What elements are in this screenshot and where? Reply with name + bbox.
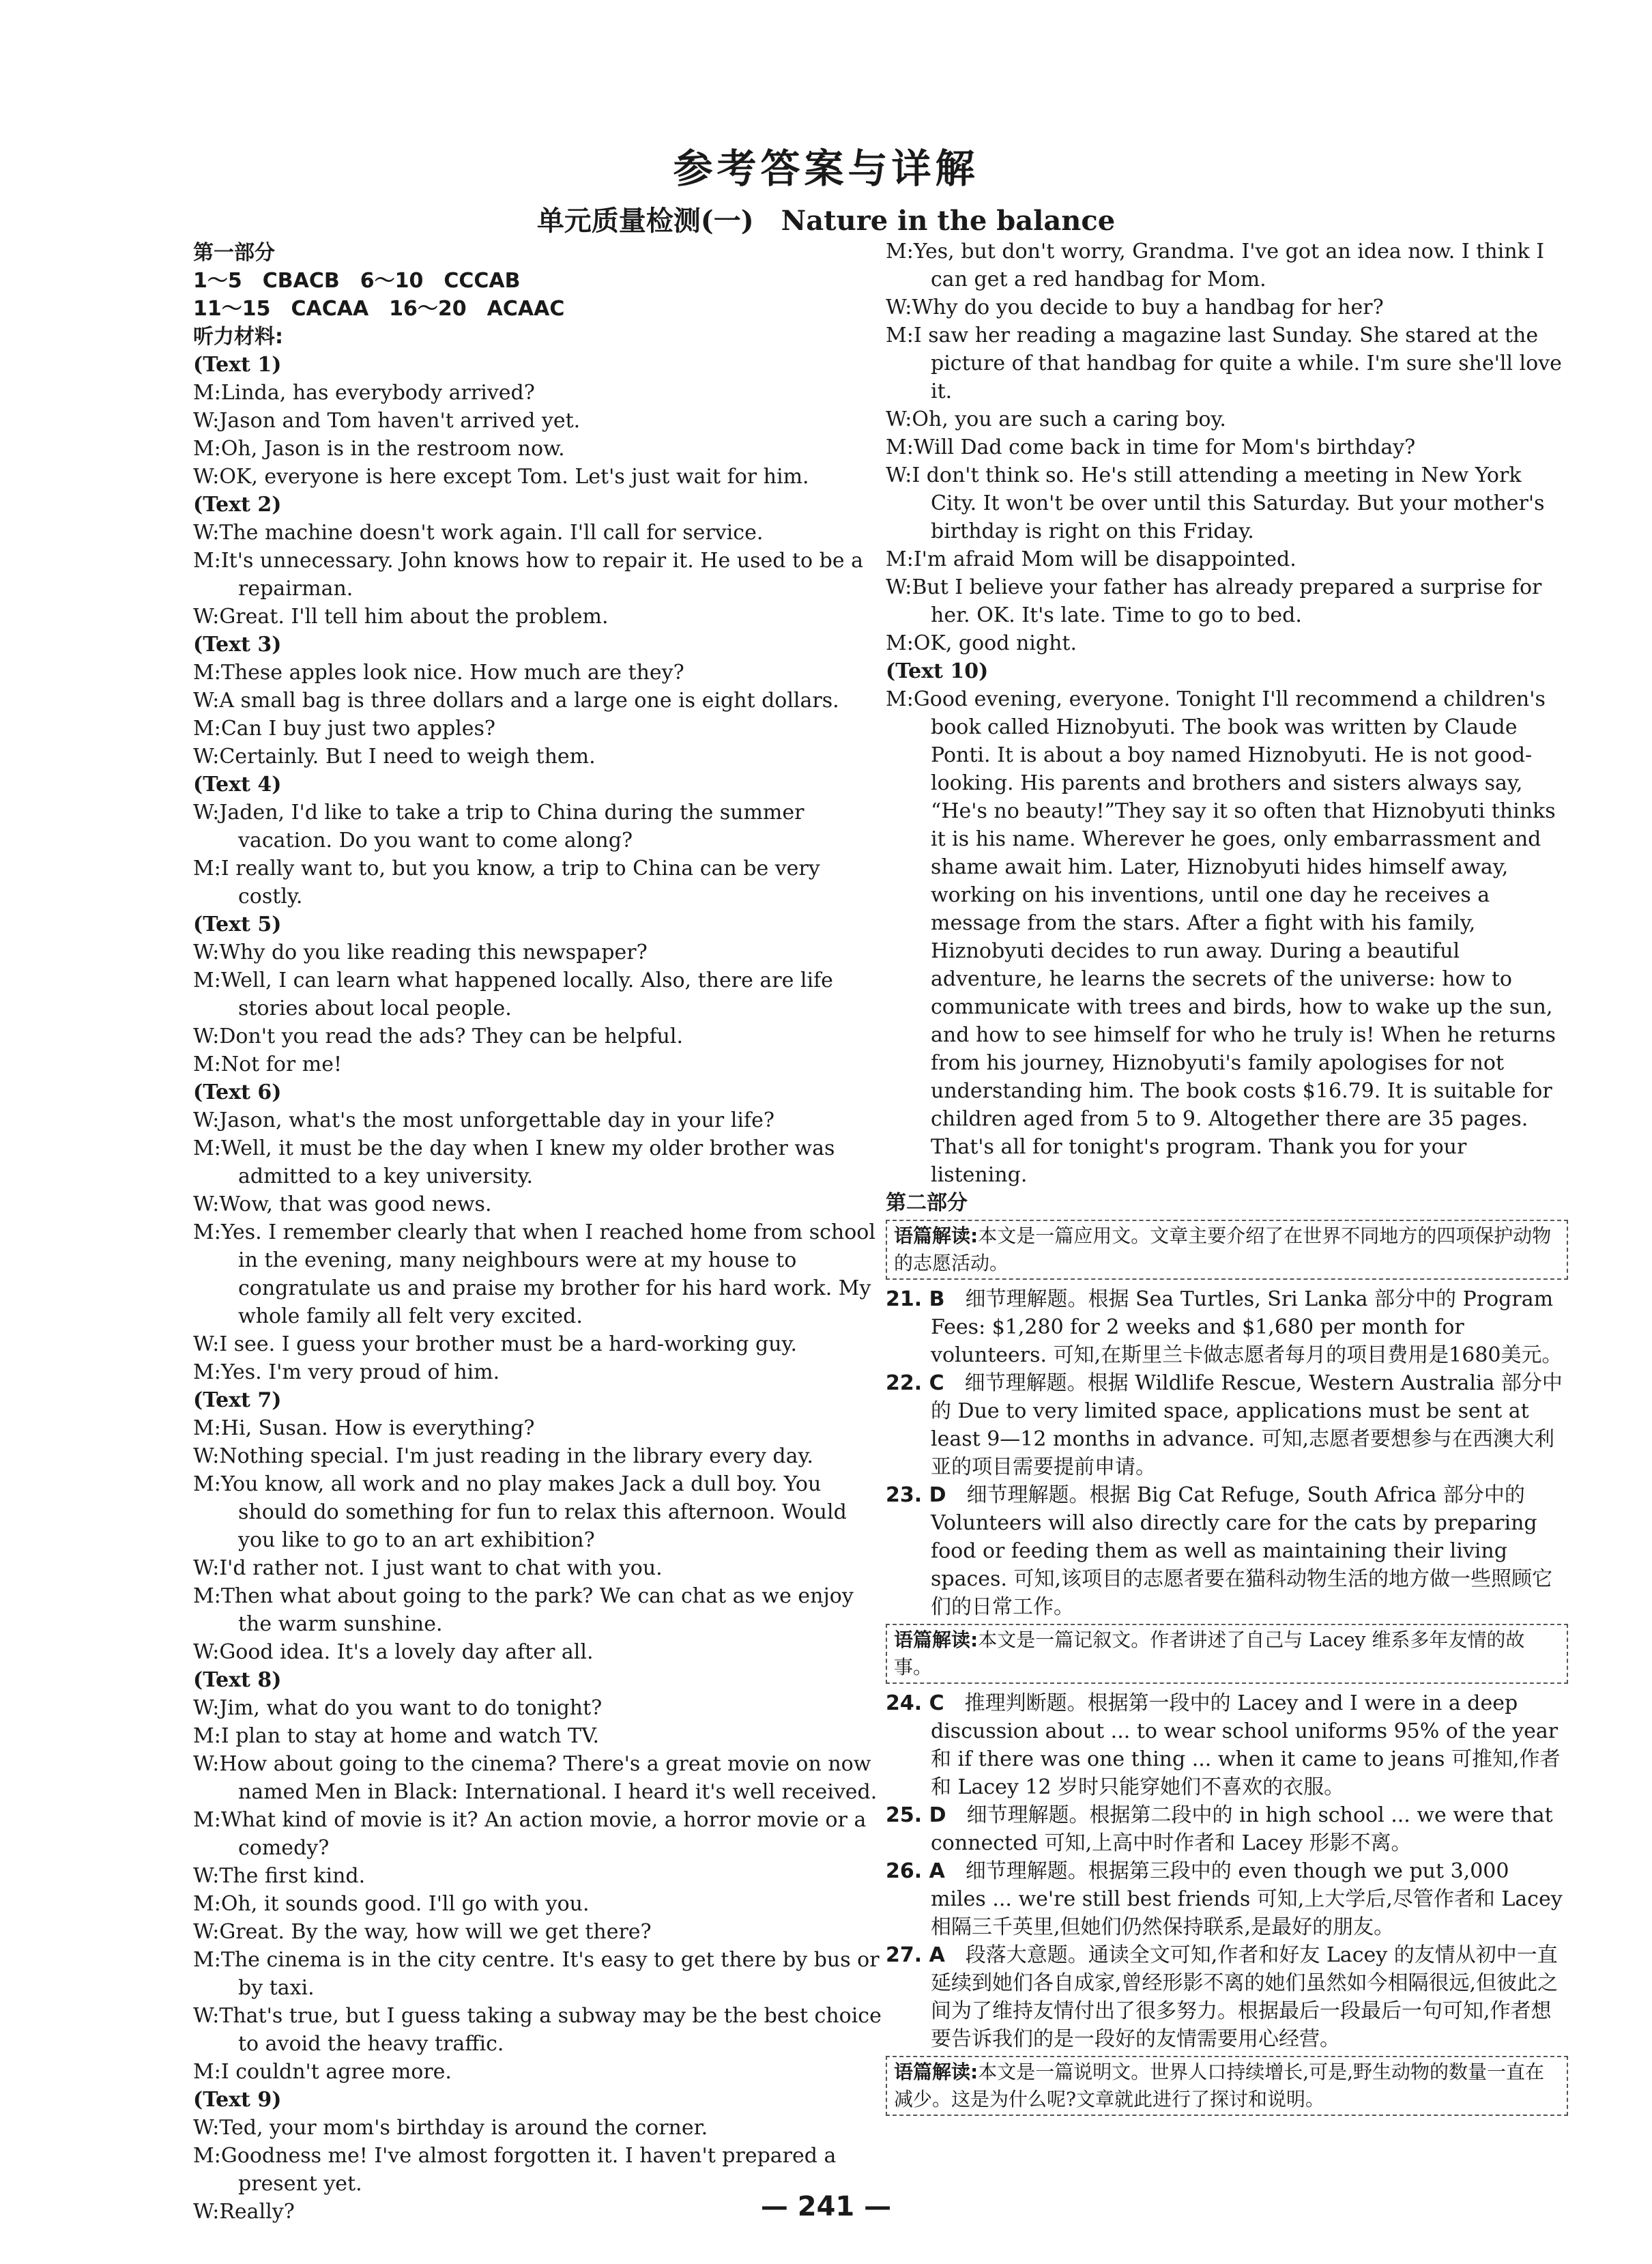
- dialogue-line: W:Nothing special. I'm just reading in the library every day.: [193, 1444, 813, 1468]
- dialogue-line: W:A small bag is three dollars and a large one is eight dollars.: [193, 689, 839, 713]
- left-column: [193, 239, 886, 2226]
- unit-subtitle: 单元质量检测(一) Nature in the balance: [536, 205, 1116, 237]
- text-label: (Text 8): [193, 1668, 282, 1692]
- text-label: (Text 10): [886, 659, 989, 683]
- dialogue-line: W:Don't you read the ads? They can be helpful.: [193, 1024, 684, 1048]
- text-label: (Text 7): [193, 1388, 282, 1412]
- question-number: 21. B: [886, 1287, 945, 1311]
- dialogue-line: W:Jaden, I'd like to take a trip to China during the summer vacation. Do you want to come along?: [193, 801, 805, 852]
- dialogue-line: W:Oh, you are such a caring boy.: [886, 407, 1226, 431]
- explanation-text: 细节理解题。根据第三段中的 even though we put 3,000 miles ... we're still best friends 可知,上大学后,尽管作者和 Lacey 相隔三千英里,但她们仍然保持联系,是最好的朋友。: [931, 1859, 1563, 1939]
- dialogue-line: M:It's unnecessary. John knows how to repair it. He used to be a repairman.: [193, 549, 864, 601]
- dialogue-line: W:The machine doesn't work again. I'll call for service.: [193, 521, 764, 545]
- answer-explanation: [886, 1369, 1568, 1481]
- explanation-text: 段落大意题。通读全文可知,作者和好友 Lacey 的友情从初中一直延续到她们各自成家,曾经形影不离的她们虽然如今相隔很远,但彼此之间为了维持友情付出了很多努力。根据最后一段最后一句可知,作者想要告诉我们的是一段好的友情需要用心经营。: [931, 1943, 1559, 2051]
- dialogue-line: M:What kind of movie is it? An action movie, a horror movie or a comedy?: [193, 1808, 867, 1860]
- dialogue-line: M:Yes. I remember clearly that when I reached home from school in the evening, many neighbours were at my house to congratulate us and praise my brother for his hard work. My whole family all felt very excited.: [193, 1220, 875, 1328]
- passage-analysis-box: [886, 2056, 1568, 2116]
- dialogue-line: W:Really?: [193, 2200, 295, 2224]
- explanation-text: 推理判断题。根据第一段中的 Lacey and I were in a deep discussion about ... to wear school uniforms 95% of the year 和 if there was one thing ... when it came to jeans 可推知,作者和 Lacey 12 岁时只能穿她们不喜欢的衣服。: [931, 1691, 1561, 1799]
- question-number: 23. D: [886, 1483, 946, 1507]
- text-label: (Text 2): [193, 493, 282, 517]
- question-number: 25. D: [886, 1803, 946, 1827]
- answer-explanation: [886, 1689, 1568, 1801]
- answer-explanation: [886, 1801, 1568, 1857]
- dialogue-line: W:I don't think so. He's still attending a meeting in New York City. It won't be over until this Saturday. But your mother's birthday is right on this Friday.: [886, 463, 1545, 543]
- text-label: (Text 1): [193, 353, 282, 377]
- text-label: (Text 6): [193, 1080, 282, 1104]
- dialogue-line: M:Then what about going to the park? We can chat as we enjoy the warm sunshine.: [193, 1584, 854, 1636]
- dialogue-line: M:Well, I can learn what happened locally. Also, there are life stories about local people.: [193, 969, 833, 1020]
- explanation-text: 细节理解题。根据 Wildlife Rescue, Western Australia 部分中的 Due to very limited space, applications must be sent at least 9—12 months in advance. 可知,志愿者要想参与在西澳大利亚的项目需要提前申请。: [931, 1371, 1563, 1479]
- dialogue-line: W:Ted, your mom's birthday is around the corner.: [193, 2116, 708, 2140]
- part2-heading: 第二部分: [886, 1191, 968, 1215]
- text-label: (Text 3): [193, 633, 282, 657]
- question-number: 22. C: [886, 1371, 944, 1395]
- box-label: 语篇解读:: [894, 1629, 979, 1651]
- question-number: 24. C: [886, 1691, 944, 1715]
- explanation-text: 细节理解题。根据 Sea Turtles, Sri Lanka 部分中的 Program Fees: $1,280 for 2 weeks and $1,680 per month for volunteers. 可知,在斯里兰卡做志愿者每月的项目费用是1680美元。: [931, 1287, 1563, 1367]
- dialogue-line: M:You know, all work and no play makes Jack a dull boy. You should do something for fun to relax this afternoon. Would you like to go to an art exhibition?: [193, 1472, 847, 1552]
- explanation-text: 细节理解题。根据 Big Cat Refuge, South Africa 部分中的 Volunteers will also directly care for the cats by preparing food or feeding them as well as maintaining their living spaces. 可知,该项目的志愿者要在猫科动物生活的地方做一些照顾它们的日常工作。: [931, 1483, 1553, 1619]
- right-column: [886, 238, 1568, 2121]
- dialogue-line: M:Can I buy just two apples?: [193, 717, 495, 741]
- dialogue-line: M:Good evening, everyone. Tonight I'll recommend a children's book called Hiznobyuti. The book was written by Claude Ponti. It is about a boy named Hiznobyuti. He is not good-looking. His parents and brothers and sisters always say, “He's no beauty!”They say it so often that Hiznobyuti thinks it is his name. Wherever he goes, only embarrassment and shame await him. Later, Hiznobyuti hides himself away, working on his inventions, until one day he receives a message from the stars. After a fight with his family, Hiznobyuti decides to run away. During a beautiful adventure, he learns the secrets of the universe: how to communicate with trees and birds, how to wake up the sun, and how to see himself for who he truly is! When he returns from his journey, Hiznobyuti's family apologises for not understanding him. The book costs $16.79. It is suitable for children aged from 5 to 9. Altogether there are 35 pages. That's all for tonight's program. Thank you for your listening.: [886, 687, 1556, 1187]
- dialogue-line: W:Jim, what do you want to do tonight?: [193, 1696, 603, 1720]
- dialogue-line: M:Hi, Susan. How is everything?: [193, 1416, 535, 1440]
- dialogue-line: W:Why do you like reading this newspaper?: [193, 941, 648, 964]
- listening-heading: 听力材料:: [193, 325, 283, 349]
- dialogue-line: M:OK, good night.: [886, 631, 1077, 655]
- dialogue-line: M:Not for me!: [193, 1052, 343, 1076]
- dialogue-line: M:Yes. I'm very proud of him.: [193, 1360, 500, 1384]
- dialogue-line: W:How about going to the cinema? There's a great movie on now named Men in Black: International. I heard it's well received.: [193, 1752, 878, 1804]
- question-number: 26. A: [886, 1859, 945, 1883]
- answer-explanation: [886, 1285, 1568, 1369]
- passage-analysis-box: [886, 1220, 1568, 1280]
- dialogue-line: W:I'd rather not. I just want to chat with you.: [193, 1556, 663, 1580]
- box-text: 本文是一篇应用文。文章主要介绍了在世界不同地方的四项保护动物的志愿活动。: [894, 1224, 1552, 1274]
- dialogue-line: M:Linda, has everybody arrived?: [193, 381, 535, 405]
- dialogue-line: M:Goodness me! I've almost forgotten it. I haven't prepared a present yet.: [193, 2144, 837, 2196]
- part1-heading: 第一部分: [193, 241, 275, 265]
- dialogue-line: W:But I believe your father has already prepared a surprise for her. OK. It's late. Time to go to bed.: [886, 575, 1542, 627]
- dialogue-line: M:Well, it must be the day when I knew my older brother was admitted to a key university.: [193, 1136, 835, 1188]
- answer-explanation: [886, 1857, 1568, 1941]
- text-label: (Text 9): [193, 2088, 282, 2112]
- dialogue-line: W:OK, everyone is here except Tom. Let's just wait for him.: [193, 465, 809, 489]
- explanation-text: 细节理解题。根据第二段中的 in high school ... we were that connected 可知,上高中时作者和 Lacey 形影不离。: [931, 1803, 1553, 1855]
- box-text: 本文是一篇记叙文。作者讲述了自己与 Lacey 维系多年友情的故事。: [894, 1629, 1525, 1678]
- dialogue-line: W:Good idea. It's a lovely day after all.: [193, 1640, 594, 1664]
- dialogue-line: M:I really want to, but you know, a trip to China can be very costly.: [193, 857, 820, 908]
- dialogue-line: W:Wow, that was good news.: [193, 1192, 492, 1216]
- dialogue-line: M:I plan to stay at home and watch TV.: [193, 1724, 600, 1748]
- dialogue-line: M:These apples look nice. How much are they?: [193, 661, 684, 685]
- dialogue-line: W:I see. I guess your brother must be a hard-working guy.: [193, 1332, 798, 1356]
- page-title: 参考答案与详解: [673, 145, 979, 192]
- dialogue-line: M:I couldn't agree more.: [193, 2060, 452, 2084]
- dialogue-line: W:Why do you decide to buy a handbag for her?: [886, 296, 1384, 319]
- answer-explanation: [886, 1941, 1568, 2053]
- dialogue-line: W:Jason, what's the most unforgettable day in your life?: [193, 1108, 774, 1132]
- dialogue-line: M:Will Dad come back in time for Mom's birthday?: [886, 435, 1416, 459]
- dialogue-line: W:Great. I'll tell him about the problem.: [193, 605, 609, 629]
- dialogue-line: W:That's true, but I guess taking a subway may be the best choice to avoid the heavy traffic.: [193, 2004, 882, 2056]
- dialogue-line: M:I'm afraid Mom will be disappointed.: [886, 547, 1296, 571]
- dialogue-line: M:Oh, Jason is in the restroom now.: [193, 437, 565, 461]
- box-label: 语篇解读:: [894, 2061, 979, 2083]
- passage-analysis-box: [886, 1624, 1568, 1684]
- question-number: 27. A: [886, 1943, 945, 1967]
- dialogue-line: W:Great. By the way, how will we get there?: [193, 1920, 652, 1944]
- box-label: 语篇解读:: [894, 1224, 979, 1247]
- dialogue-line: W:Jason and Tom haven't arrived yet.: [193, 409, 581, 433]
- text-label: (Text 4): [193, 773, 282, 797]
- dialogue-line: M:Oh, it sounds good. I'll go with you.: [193, 1892, 590, 1916]
- page-number: — 241 —: [760, 2191, 892, 2222]
- dialogue-line: M:I saw her reading a magazine last Sunday. She stared at the picture of that handbag for quite a while. I'm sure she'll love it.: [886, 324, 1562, 403]
- box-text: 本文是一篇说明文。世界人口持续增长,可是,野生动物的数量一直在减少。这是为什么呢?文章就此进行了探讨和说明。: [894, 2061, 1545, 2110]
- answer-line: 11～15 CACAA 16～20 ACAAC: [193, 297, 565, 321]
- dialogue-line: M:Yes, but don't worry, Grandma. I've got an idea now. I think I can get a red handbag for Mom.: [886, 240, 1545, 291]
- dialogue-line: W:The first kind.: [193, 1864, 366, 1888]
- answer-explanation: [886, 1481, 1568, 1621]
- dialogue-line: M:The cinema is in the city centre. It's easy to get there by bus or by taxi.: [193, 1948, 880, 2000]
- text-label: (Text 5): [193, 913, 282, 936]
- answer-line: 1～5 CBACB 6～10 CCCAB: [193, 269, 521, 293]
- dialogue-line: W:Certainly. But I need to weigh them.: [193, 745, 596, 769]
